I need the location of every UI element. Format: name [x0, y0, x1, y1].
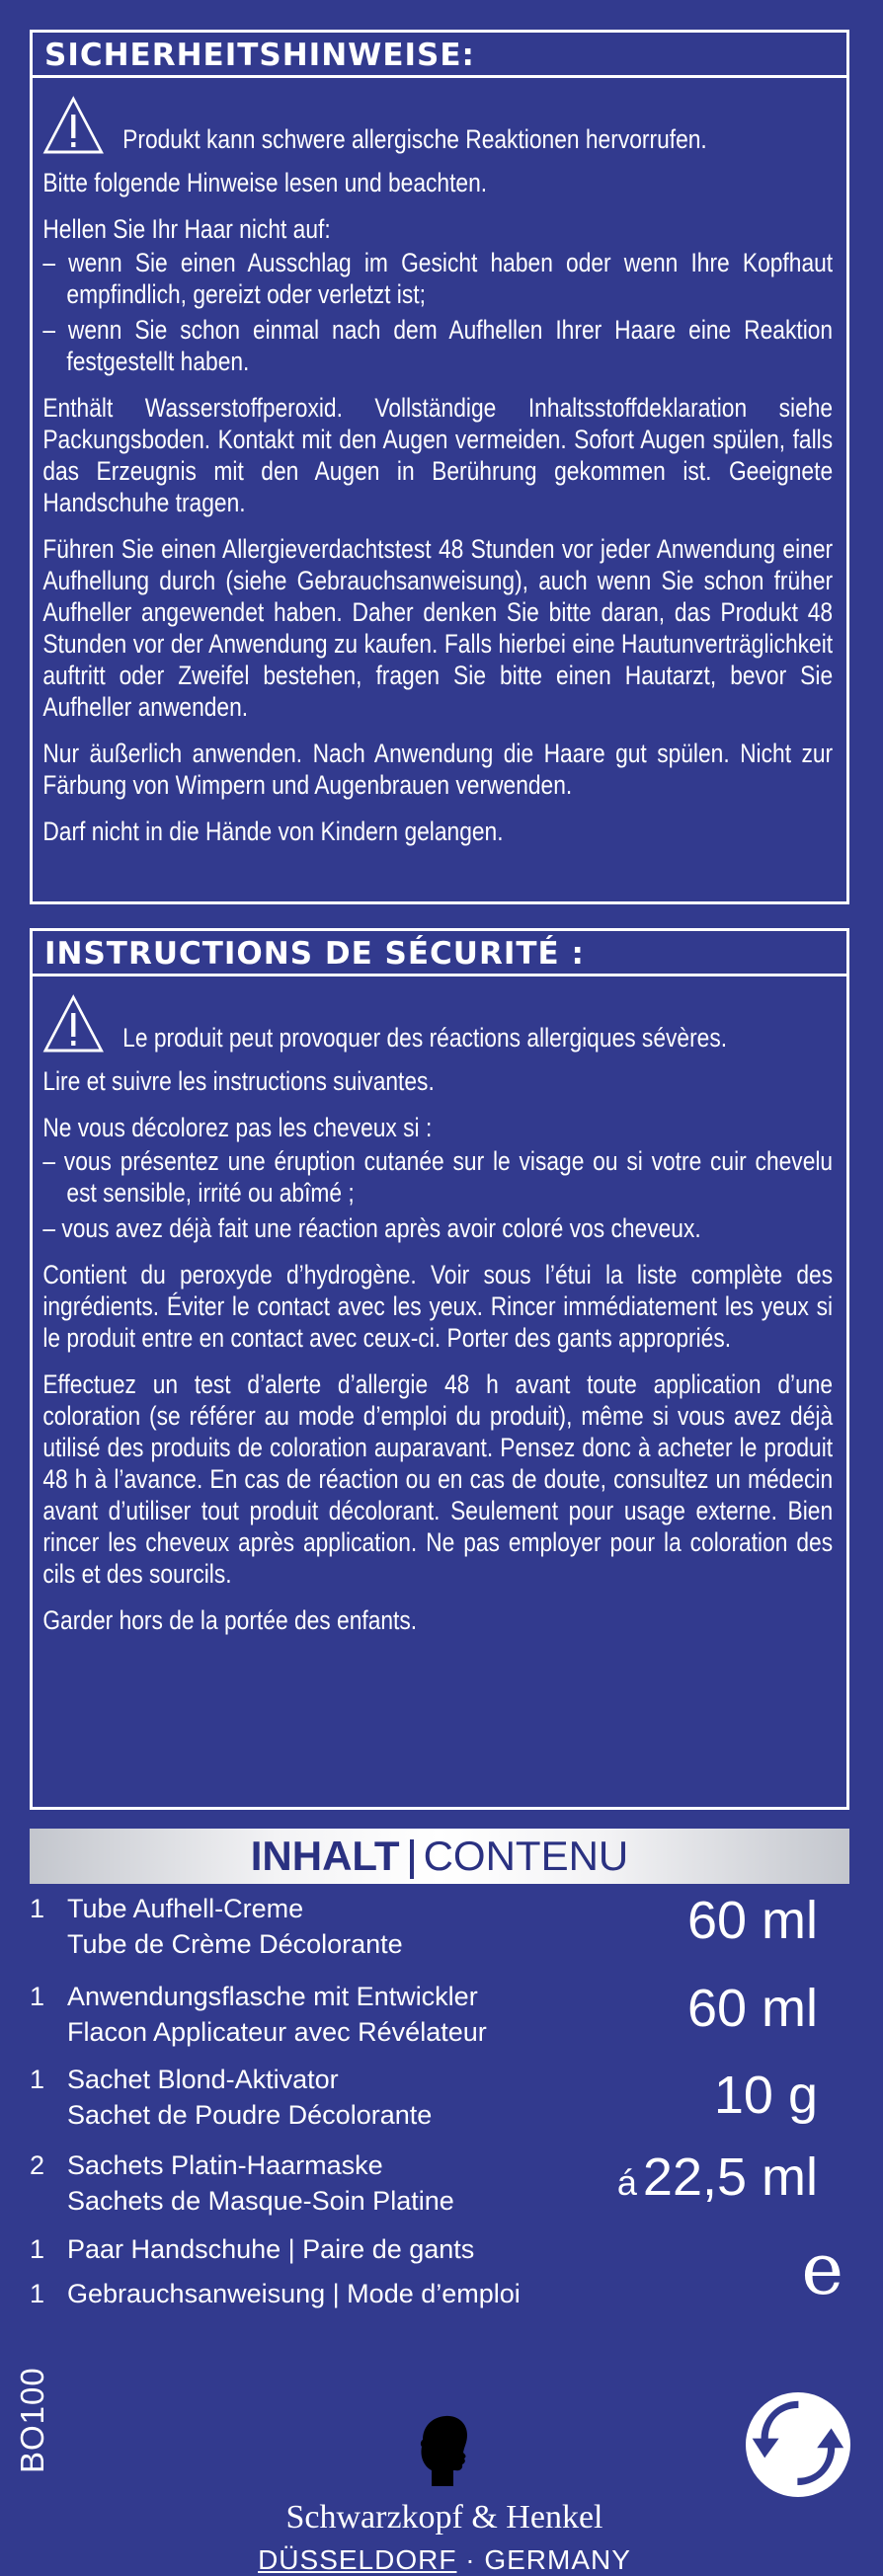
para-de-3: Enthält Wasserstoffperoxid. Vollständige Inhaltsstoffdeklaration siehe Packungsboden. Kontakt mit den Augen vermeiden. Sofort Augen spülen, falls das Erzeugnis mit den Augen in Berührung gekommen ist. Geeignete Handschuhe tragen. [42, 393, 834, 517]
item-qty: 1 [30, 1982, 45, 2011]
item-amount: 60 ml [686, 1891, 818, 1950]
para-fr-4: Effectuez un test d’alerte d’allergie 48 h avant toute application d’une coloration (se référer au mode d’emploi du produit), même si vous avez déjà utilisé des produits de coloration auparavant. Pensez donc à acheter le produit 48 h à l’avance. En cas de réaction ou en cas de doute, consultez un médecin avant d’utiliser tout produit décolorant. Seulement pour usage externe. Bien rincer les cheveux après application. Ne pas employer pour la coloration des cils et des sourcils. [42, 1369, 834, 1589]
item-name-de: Anwendungsflasche mit Entwickler [67, 1982, 478, 2011]
item-name-de: Tube Aufhell-Creme [67, 1894, 304, 1923]
item-name-fr: Sachet de Poudre Décolorante [67, 2100, 433, 2130]
brand-block [227, 2409, 662, 2576]
safety-box-fr [30, 928, 849, 1810]
safety-text-fr [33, 976, 843, 1636]
brand-country: GERMANY [484, 2544, 631, 2575]
item-qty: 1 [30, 1894, 45, 1923]
brand-name: Schwarzkopf & Henkel [285, 2499, 603, 2536]
dash-fr-2: – vous avez déjà fait une réaction après avoir coloré vos cheveux. [42, 1213, 701, 1243]
item-amount [616, 2147, 818, 2207]
para-fr-5: Garder hors de la portée des enfants. [42, 1605, 418, 1635]
item-amount-value: 22,5 ml [642, 2147, 818, 2207]
item-name-fr: Sachets de Masque-Soin Platine [67, 2186, 454, 2216]
item-name-fr: Tube de Crème Décolorante [67, 1929, 403, 1959]
para-de-5: Nur äußerlich anwenden. Nach Anwendung die Haare gut spülen. Nicht zur Färbung von Wimpern und Augenbrauen verwenden. [42, 739, 834, 800]
para-fr-2: Ne vous décolorez pas les cheveux si : [42, 1113, 433, 1142]
brand-address [227, 2544, 662, 2576]
item-amount-prefix: á [616, 2162, 637, 2203]
warning-text-fr: Le produit peut provoquer des réactions allergiques sévères. [122, 1023, 728, 1053]
item-name-de: Sachets Platin-Haarmaske [67, 2150, 383, 2180]
item-amount: 60 ml [686, 1979, 818, 2038]
safety-title-fr: INSTRUCTIONS DE SÉCURITÉ : [33, 931, 846, 976]
item-name: Paar Handschuhe | Paire de gants [67, 2234, 475, 2264]
para-de-6: Darf nicht in die Hände von Kindern gelangen. [42, 817, 504, 846]
para-fr-1: Lire et suivre les instructions suivantes. [42, 1066, 435, 1096]
item-qty: 2 [30, 2150, 45, 2180]
warning-row-fr [42, 994, 833, 1054]
address-separator: · [465, 2544, 476, 2575]
para-de-4: Führen Sie einen Allergieverdachtstest 48 Stunden vor jeder Anwendung einer Aufhellung durch (siehe Gebrauchsanweisung), auch wenn Sie schon früher Aufheller angewendet haben. Daher denken Sie bitte daran, das Produkt 48 Stunden vor der Anwendung zu kaufen. Falls hierbei eine Hautunverträglichkeit auftritt oder Zweifel bestehen, fragen Sie bitte einen Hautarzt, bevor Sie Aufheller anwenden. [42, 534, 834, 722]
item-qty: 1 [30, 2279, 45, 2308]
contents-header [30, 1829, 849, 1884]
heading-separator [410, 1839, 414, 1879]
warning-triangle-icon [42, 96, 104, 155]
item-name-fr: Flacon Applicateur avec Révélateur [67, 2017, 487, 2047]
brand-city: DÜSSELDORF [258, 2544, 457, 2575]
dash-fr-1: – vous présentez une éruption cutanée sur le visage ou si votre cuir chevelu est sensible, irrité ou abîmé ; [42, 1146, 834, 1208]
para-fr-3: Contient du peroxyde d’hydrogène. Voir sous l’étui la liste complète des ingrédients. Éviter le contact avec les yeux. Rincer immédiatement les yeux si le produit entre en contact avec ceux-ci. Porter des gants appropriés. [42, 1260, 834, 1353]
item-name-de: Sachet Blond-Aktivator [67, 2065, 339, 2094]
warning-row-de [42, 96, 833, 155]
safety-box-de [30, 30, 849, 904]
warning-triangle-icon [42, 994, 104, 1054]
contents-heading-de: INHALT [250, 1833, 400, 1879]
product-code: BO100 [14, 2367, 50, 2473]
dash-de-2: – wenn Sie schon einmal nach dem Aufhellen Ihrer Haare eine Reaktion festgestellt haben. [42, 315, 834, 376]
dash-de-1: – wenn Sie einen Ausschlag im Gesicht haben oder wenn Ihre Kopfhaut empfindlich, gereizt oder verletzt ist; [42, 248, 834, 309]
item-qty: 1 [30, 2065, 45, 2094]
safety-title-de: SICHERHEITSHINWEISE: [33, 33, 846, 78]
item-name: Gebrauchsanweisung | Mode d’emploi [67, 2279, 521, 2308]
safety-text-de [33, 78, 843, 847]
item-qty: 1 [30, 2234, 45, 2264]
green-dot-recycling-icon [743, 2389, 853, 2500]
item-amount: 10 g [713, 2066, 818, 2125]
profile-head-logo [410, 2409, 479, 2488]
para-de-1: Bitte folgende Hinweise lesen und beachten. [42, 168, 488, 197]
estimated-sign: e [801, 2227, 843, 2310]
contents-heading-fr: CONTENU [423, 1833, 629, 1879]
warning-text-de: Produkt kann schwere allergische Reaktionen hervorrufen. [122, 124, 707, 154]
para-de-2: Hellen Sie Ihr Haar nicht auf: [42, 214, 331, 244]
